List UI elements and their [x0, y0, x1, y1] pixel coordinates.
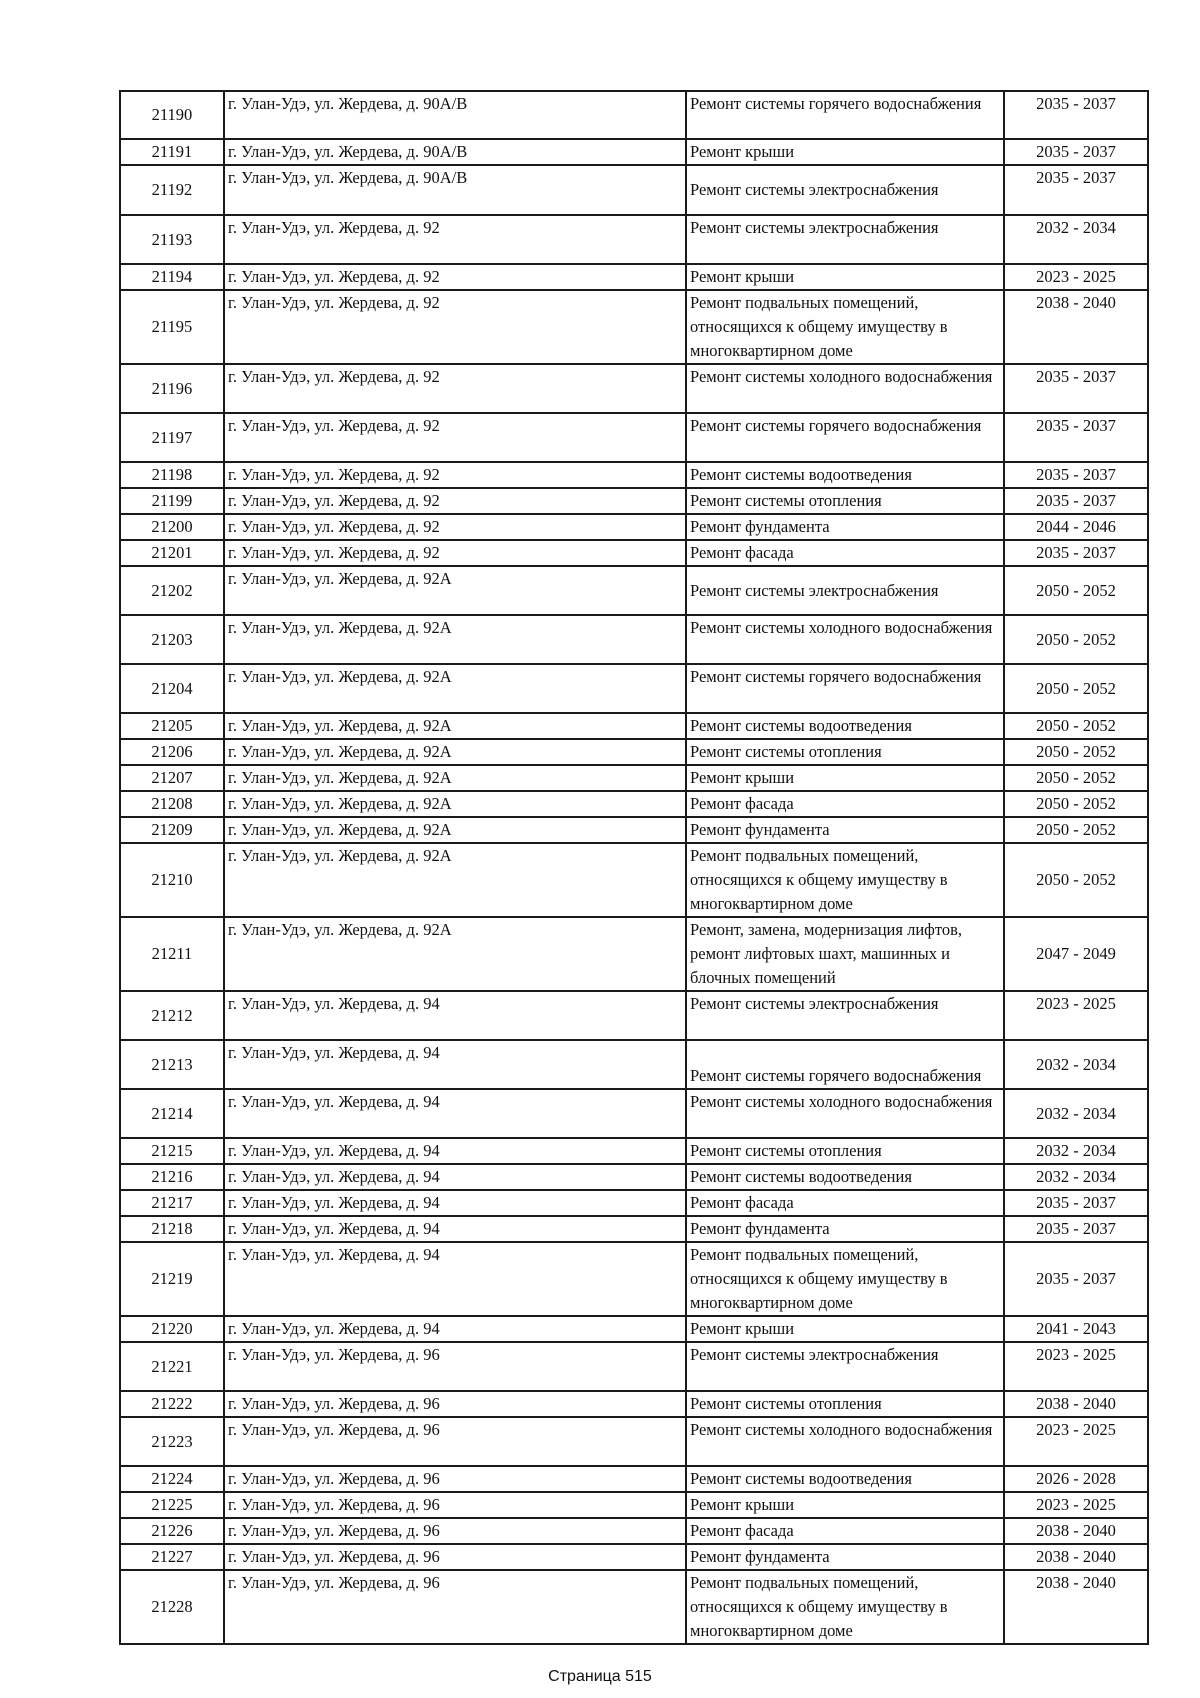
address-cell: г. Улан-Удэ, ул. Жердева, д. 90А/В [224, 139, 686, 165]
work-type-cell: Ремонт фундамента [686, 817, 1004, 843]
work-type-cell: Ремонт крыши [686, 765, 1004, 791]
work-type-cell: Ремонт системы электроснабжения [686, 165, 1004, 215]
address-cell: г. Улан-Удэ, ул. Жердева, д. 96 [224, 1492, 686, 1518]
table-row [120, 1190, 1148, 1216]
address-cell: г. Улан-Удэ, ул. Жердева, д. 94 [224, 1138, 686, 1164]
address-cell: г. Улан-Удэ, ул. Жердева, д. 94 [224, 1089, 686, 1138]
repair-schedule-table [119, 90, 1149, 1645]
row-number-cell: 21194 [120, 264, 224, 290]
address-cell: г. Улан-Удэ, ул. Жердева, д. 92 [224, 364, 686, 413]
row-number-cell: 21201 [120, 540, 224, 566]
address-cell: г. Улан-Удэ, ул. Жердева, д. 96 [224, 1570, 686, 1644]
address-cell: г. Улан-Удэ, ул. Жердева, д. 92А [224, 713, 686, 739]
work-type-cell: Ремонт системы горячего водоснабжения [686, 91, 1004, 139]
years-cell: 2050 - 2052 [1004, 664, 1148, 713]
years-cell: 2038 - 2040 [1004, 1570, 1148, 1644]
table-row [120, 165, 1148, 215]
address-cell: г. Улан-Удэ, ул. Жердева, д. 94 [224, 1316, 686, 1342]
row-number-cell: 21211 [120, 917, 224, 991]
work-type-cell: Ремонт подвальных помещений, относящихся к общему имуществу в многоквартирном доме [686, 290, 1004, 364]
work-type-cell: Ремонт системы горячего водоснабжения [686, 664, 1004, 713]
work-type-cell: Ремонт фундамента [686, 1544, 1004, 1570]
work-type-cell: Ремонт крыши [686, 1316, 1004, 1342]
work-type-cell: Ремонт крыши [686, 139, 1004, 165]
years-cell: 2035 - 2037 [1004, 1242, 1148, 1316]
table-row [120, 991, 1148, 1040]
years-cell: 2038 - 2040 [1004, 290, 1148, 364]
row-number-cell: 21190 [120, 91, 224, 139]
table-row [120, 1518, 1148, 1544]
work-type-cell: Ремонт системы электроснабжения [686, 1342, 1004, 1391]
work-type-cell: Ремонт системы холодного водоснабжения [686, 1417, 1004, 1466]
work-type-cell: Ремонт системы холодного водоснабжения [686, 1089, 1004, 1138]
table-row [120, 1492, 1148, 1518]
work-type-cell: Ремонт системы отопления [686, 1138, 1004, 1164]
address-cell: г. Улан-Удэ, ул. Жердева, д. 96 [224, 1518, 686, 1544]
row-number-cell: 21202 [120, 566, 224, 615]
address-cell: г. Улан-Удэ, ул. Жердева, д. 96 [224, 1417, 686, 1466]
row-number-cell: 21219 [120, 1242, 224, 1316]
table-row [120, 1466, 1148, 1492]
address-cell: г. Улан-Удэ, ул. Жердева, д. 92А [224, 566, 686, 615]
address-cell: г. Улан-Удэ, ул. Жердева, д. 96 [224, 1391, 686, 1417]
row-number-cell: 21197 [120, 413, 224, 462]
address-cell: г. Улан-Удэ, ул. Жердева, д. 94 [224, 1190, 686, 1216]
years-cell: 2050 - 2052 [1004, 566, 1148, 615]
years-cell: 2038 - 2040 [1004, 1544, 1148, 1570]
address-cell: г. Улан-Удэ, ул. Жердева, д. 90А/В [224, 165, 686, 215]
row-number-cell: 21227 [120, 1544, 224, 1570]
table-row [120, 791, 1148, 817]
years-cell: 2038 - 2040 [1004, 1391, 1148, 1417]
table-row [120, 1040, 1148, 1089]
years-cell: 2038 - 2040 [1004, 1518, 1148, 1544]
address-cell: г. Улан-Удэ, ул. Жердева, д. 92А [224, 917, 686, 991]
address-cell: г. Улан-Удэ, ул. Жердева, д. 92 [224, 514, 686, 540]
years-cell: 2050 - 2052 [1004, 843, 1148, 917]
address-cell: г. Улан-Удэ, ул. Жердева, д. 94 [224, 1216, 686, 1242]
years-cell: 2035 - 2037 [1004, 413, 1148, 462]
row-number-cell: 21222 [120, 1391, 224, 1417]
years-cell: 2026 - 2028 [1004, 1466, 1148, 1492]
row-number-cell: 21215 [120, 1138, 224, 1164]
work-type-cell: Ремонт крыши [686, 264, 1004, 290]
row-number-cell: 21210 [120, 843, 224, 917]
address-cell: г. Улан-Удэ, ул. Жердева, д. 92А [224, 739, 686, 765]
row-number-cell: 21213 [120, 1040, 224, 1089]
work-type-cell: Ремонт системы горячего водоснабжения [686, 1040, 1004, 1089]
table-row [120, 917, 1148, 991]
table-row [120, 413, 1148, 462]
table-body [120, 91, 1148, 1644]
row-number-cell: 21195 [120, 290, 224, 364]
years-cell: 2035 - 2037 [1004, 91, 1148, 139]
row-number-cell: 21198 [120, 462, 224, 488]
work-type-cell: Ремонт подвальных помещений, относящихся к общему имуществу в многоквартирном доме [686, 1570, 1004, 1644]
table-row [120, 765, 1148, 791]
years-cell: 2023 - 2025 [1004, 264, 1148, 290]
table-row [120, 713, 1148, 739]
address-cell: г. Улан-Удэ, ул. Жердева, д. 90А/В [224, 91, 686, 139]
row-number-cell: 21192 [120, 165, 224, 215]
years-cell: 2023 - 2025 [1004, 1342, 1148, 1391]
years-cell: 2050 - 2052 [1004, 765, 1148, 791]
address-cell: г. Улан-Удэ, ул. Жердева, д. 92А [224, 791, 686, 817]
work-type-cell: Ремонт системы водоотведения [686, 713, 1004, 739]
table-row [120, 739, 1148, 765]
work-type-cell: Ремонт системы водоотведения [686, 1164, 1004, 1190]
work-type-cell: Ремонт системы отопления [686, 739, 1004, 765]
row-number-cell: 21200 [120, 514, 224, 540]
years-cell: 2035 - 2037 [1004, 1216, 1148, 1242]
work-type-cell: Ремонт фасада [686, 540, 1004, 566]
row-number-cell: 21220 [120, 1316, 224, 1342]
work-type-cell: Ремонт фундамента [686, 514, 1004, 540]
table-row [120, 462, 1148, 488]
address-cell: г. Улан-Удэ, ул. Жердева, д. 92А [224, 664, 686, 713]
years-cell: 2047 - 2049 [1004, 917, 1148, 991]
work-type-cell: Ремонт системы отопления [686, 1391, 1004, 1417]
years-cell: 2035 - 2037 [1004, 540, 1148, 566]
row-number-cell: 21214 [120, 1089, 224, 1138]
years-cell: 2032 - 2034 [1004, 1040, 1148, 1089]
address-cell: г. Улан-Удэ, ул. Жердева, д. 92А [224, 765, 686, 791]
years-cell: 2023 - 2025 [1004, 1492, 1148, 1518]
work-type-cell: Ремонт системы отопления [686, 488, 1004, 514]
years-cell: 2032 - 2034 [1004, 215, 1148, 264]
row-number-cell: 21196 [120, 364, 224, 413]
work-type-cell: Ремонт фасада [686, 791, 1004, 817]
row-number-cell: 21223 [120, 1417, 224, 1466]
address-cell: г. Улан-Удэ, ул. Жердева, д. 94 [224, 991, 686, 1040]
row-number-cell: 21221 [120, 1342, 224, 1391]
work-type-cell: Ремонт, замена, модернизация лифтов, ремонт лифтовых шахт, машинных и блочных помещений [686, 917, 1004, 991]
row-number-cell: 21226 [120, 1518, 224, 1544]
years-cell: 2050 - 2052 [1004, 615, 1148, 664]
table-row [120, 514, 1148, 540]
table-row [120, 1216, 1148, 1242]
table-row [120, 566, 1148, 615]
years-cell: 2032 - 2034 [1004, 1164, 1148, 1190]
table-row [120, 615, 1148, 664]
row-number-cell: 21193 [120, 215, 224, 264]
table-row [120, 817, 1148, 843]
row-number-cell: 21225 [120, 1492, 224, 1518]
years-cell: 2035 - 2037 [1004, 1190, 1148, 1216]
work-type-cell: Ремонт фасада [686, 1190, 1004, 1216]
years-cell: 2023 - 2025 [1004, 991, 1148, 1040]
table-row [120, 1417, 1148, 1466]
years-cell: 2035 - 2037 [1004, 488, 1148, 514]
work-type-cell: Ремонт подвальных помещений, относящихся к общему имуществу в многоквартирном доме [686, 1242, 1004, 1316]
row-number-cell: 21199 [120, 488, 224, 514]
years-cell: 2032 - 2034 [1004, 1138, 1148, 1164]
years-cell: 2035 - 2037 [1004, 139, 1148, 165]
address-cell: г. Улан-Удэ, ул. Жердева, д. 92 [224, 540, 686, 566]
table-row [120, 1391, 1148, 1417]
address-cell: г. Улан-Удэ, ул. Жердева, д. 92 [224, 413, 686, 462]
address-cell: г. Улан-Удэ, ул. Жердева, д. 92 [224, 488, 686, 514]
table-row [120, 1342, 1148, 1391]
table-row [120, 215, 1148, 264]
row-number-cell: 21228 [120, 1570, 224, 1644]
address-cell: г. Улан-Удэ, ул. Жердева, д. 94 [224, 1164, 686, 1190]
row-number-cell: 21203 [120, 615, 224, 664]
row-number-cell: 21217 [120, 1190, 224, 1216]
table-row [120, 91, 1148, 139]
years-cell: 2050 - 2052 [1004, 817, 1148, 843]
work-type-cell: Ремонт системы электроснабжения [686, 215, 1004, 264]
address-cell: г. Улан-Удэ, ул. Жердева, д. 92 [224, 462, 686, 488]
row-number-cell: 21191 [120, 139, 224, 165]
table-row [120, 1570, 1148, 1644]
table-row [120, 488, 1148, 514]
address-cell: г. Улан-Удэ, ул. Жердева, д. 94 [224, 1040, 686, 1089]
address-cell: г. Улан-Удэ, ул. Жердева, д. 96 [224, 1342, 686, 1391]
address-cell: г. Улан-Удэ, ул. Жердева, д. 92 [224, 290, 686, 364]
years-cell: 2032 - 2034 [1004, 1089, 1148, 1138]
work-type-cell: Ремонт фундамента [686, 1216, 1004, 1242]
years-cell: 2050 - 2052 [1004, 713, 1148, 739]
table-row [120, 1242, 1148, 1316]
address-cell: г. Улан-Удэ, ул. Жердева, д. 92 [224, 215, 686, 264]
address-cell: г. Улан-Удэ, ул. Жердева, д. 96 [224, 1466, 686, 1492]
years-cell: 2041 - 2043 [1004, 1316, 1148, 1342]
address-cell: г. Улан-Удэ, ул. Жердева, д. 92 [224, 264, 686, 290]
table-row [120, 540, 1148, 566]
table-row [120, 364, 1148, 413]
row-number-cell: 21224 [120, 1466, 224, 1492]
row-number-cell: 21207 [120, 765, 224, 791]
address-cell: г. Улан-Удэ, ул. Жердева, д. 94 [224, 1242, 686, 1316]
table-row [120, 290, 1148, 364]
work-type-cell: Ремонт системы водоотведения [686, 462, 1004, 488]
work-type-cell: Ремонт системы электроснабжения [686, 991, 1004, 1040]
work-type-cell: Ремонт системы водоотведения [686, 1466, 1004, 1492]
work-type-cell: Ремонт системы холодного водоснабжения [686, 364, 1004, 413]
years-cell: 2035 - 2037 [1004, 165, 1148, 215]
row-number-cell: 21212 [120, 991, 224, 1040]
row-number-cell: 21209 [120, 817, 224, 843]
years-cell: 2044 - 2046 [1004, 514, 1148, 540]
table-row [120, 1089, 1148, 1138]
work-type-cell: Ремонт системы горячего водоснабжения [686, 413, 1004, 462]
row-number-cell: 21218 [120, 1216, 224, 1242]
address-cell: г. Улан-Удэ, ул. Жердева, д. 92А [224, 817, 686, 843]
years-cell: 2050 - 2052 [1004, 739, 1148, 765]
work-type-cell: Ремонт подвальных помещений, относящихся к общему имуществу в многоквартирном доме [686, 843, 1004, 917]
table-row [120, 139, 1148, 165]
row-number-cell: 21206 [120, 739, 224, 765]
work-type-cell: Ремонт системы электроснабжения [686, 566, 1004, 615]
page-number-label: Страница 515 [548, 1668, 652, 1685]
years-cell: 2050 - 2052 [1004, 791, 1148, 817]
table-row [120, 843, 1148, 917]
years-cell: 2023 - 2025 [1004, 1417, 1148, 1466]
row-number-cell: 21204 [120, 664, 224, 713]
work-type-cell: Ремонт системы холодного водоснабжения [686, 615, 1004, 664]
address-cell: г. Улан-Удэ, ул. Жердева, д. 96 [224, 1544, 686, 1570]
address-cell: г. Улан-Удэ, ул. Жердева, д. 92А [224, 615, 686, 664]
work-type-cell: Ремонт фасада [686, 1518, 1004, 1544]
table-row [120, 1164, 1148, 1190]
table-row [120, 264, 1148, 290]
address-cell: г. Улан-Удэ, ул. Жердева, д. 92А [224, 843, 686, 917]
table-row [120, 1138, 1148, 1164]
row-number-cell: 21208 [120, 791, 224, 817]
row-number-cell: 21205 [120, 713, 224, 739]
work-type-cell: Ремонт крыши [686, 1492, 1004, 1518]
table-row [120, 664, 1148, 713]
table-row [120, 1544, 1148, 1570]
row-number-cell: 21216 [120, 1164, 224, 1190]
table-row [120, 1316, 1148, 1342]
years-cell: 2035 - 2037 [1004, 364, 1148, 413]
years-cell: 2035 - 2037 [1004, 462, 1148, 488]
